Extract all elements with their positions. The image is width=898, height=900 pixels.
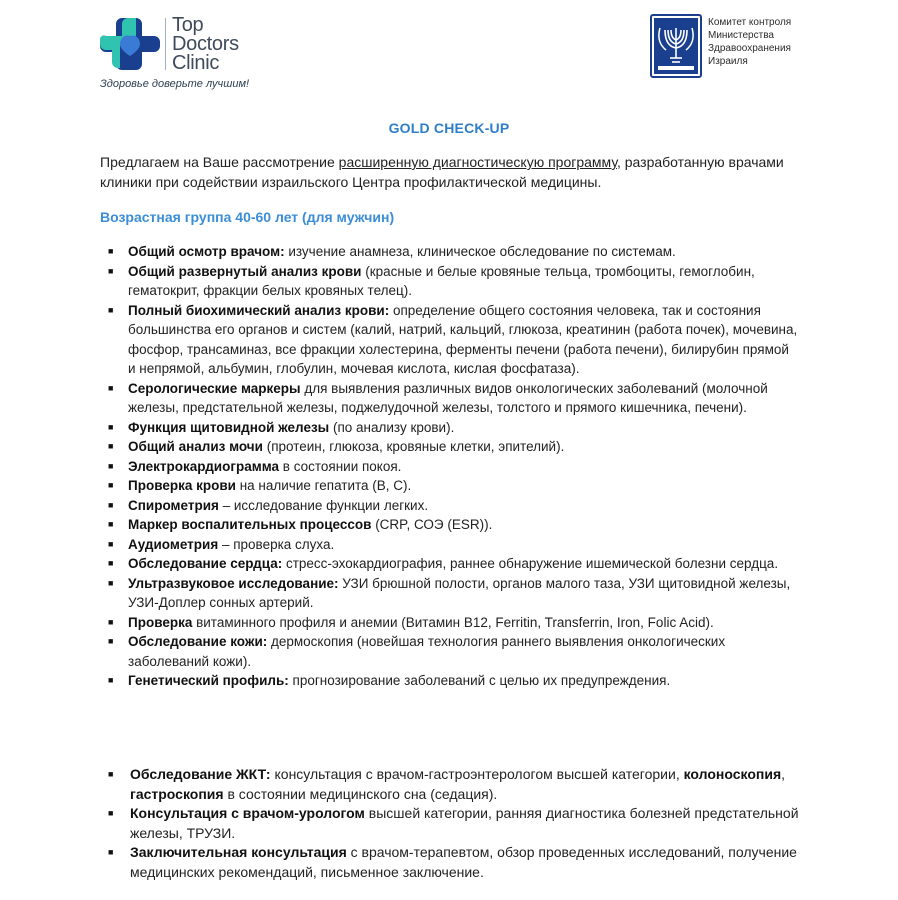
clinic-name-line-2: Doctors (172, 33, 239, 55)
clinic-tagline: Здоровье доверьте лучшим! (100, 78, 250, 90)
clinic-logo-icon (100, 14, 160, 74)
list-item (100, 843, 810, 882)
item-title: Проверка (128, 614, 193, 630)
checkup-items-list (100, 242, 800, 691)
list-item (100, 613, 800, 633)
item-desc: УЗИ брюшной полости, органов малого таза, УЗИ щитовидной железы, УЗИ-Доплер сонных артерий. (128, 575, 791, 610)
list-item (100, 804, 810, 843)
item-title: Общий осмотр врачом: (128, 244, 285, 259)
item-desc: (протеин, глюкоза, кровяные клетки, эпителий). (262, 439, 565, 454)
intro-text-2: , разработанную врачами клиники при содействии израильского Центра профилактической медицины. (100, 154, 784, 190)
list-item (100, 476, 800, 496)
item-desc: (по анализу крови). (329, 419, 455, 435)
item-desc: на наличие гепатита (В, С). (235, 478, 412, 493)
item-title: Генетический профиль: (128, 673, 289, 688)
ministry-line-3: Здравоохранения (708, 43, 791, 54)
item-desc: – исследование функции легких. (218, 497, 429, 513)
item-title: Ультразвуковое исследование: (128, 575, 339, 591)
list-item (100, 535, 800, 555)
list-item (100, 437, 800, 457)
clinic-name (172, 16, 239, 73)
clinic-name-line-1: Top (172, 14, 204, 36)
item-desc: с врачом-терапевтом, обзор проведенных исследований, получение медицинских рекомендаций, письменное заключение. (130, 844, 797, 880)
age-group-heading: Возрастная группа 40-60 лет (для мужчин) (100, 209, 395, 225)
list-item (100, 671, 800, 691)
item-desc-comma: , (781, 766, 786, 782)
item-title: Обследование кожи: (128, 634, 268, 649)
logo-divider (165, 18, 166, 70)
consultation-items-list (100, 765, 810, 882)
item-title: Аудиометрия (128, 536, 219, 552)
item-desc: консультация с врачом-гастроэнтерологом высшей категории, (270, 766, 684, 782)
item-desc: высшей категории, ранняя диагностика болезней предстательной железы, ТРУЗИ. (130, 805, 799, 841)
menorah-emblem-icon (650, 14, 702, 78)
ministry-block (650, 14, 890, 84)
document-title: GOLD CHECK-UP (388, 120, 510, 136)
item-title: Общий развернутый анализ крови (128, 263, 362, 279)
intro-text-1: Предлагаем на Ваше рассмотрение (100, 154, 339, 170)
list-item (100, 457, 800, 477)
item-desc: (красные и белые кровяные тельца, тромбоциты, гемоглобин, гематокрит, фракции белых кровяных телец). (128, 263, 755, 298)
item-desc: стресс-эхокардиография, раннее обнаружение ишемической болезни сердца. (282, 556, 779, 571)
intro-paragraph (100, 152, 800, 192)
item-title: Серологические маркеры (128, 380, 301, 396)
list-item (100, 765, 810, 804)
list-item (100, 379, 800, 418)
list-item (100, 418, 800, 438)
item-desc: для выявления различных видов онкологических заболеваний (молочной железы, предстательной железы, поджелудочной железы, толстого и прямого кишечника, печени). (128, 380, 768, 415)
list-item (100, 574, 800, 613)
item-desc: определение общего состояния человека, так и состояния большинства его органов и систем (калий, натрий, кальций, глюкоза, креатинин (работа почек), мочевина, фосфор, трансаминаз, все фракции холестерина, ферменты печени (работа печени), билирубин прямой и непрямой, альбумин, глобулин, мочевая кислота, кислая фосфатаза). (128, 302, 798, 376)
item-title: Электрокардиограмма (128, 458, 280, 474)
clinic-logo (100, 14, 300, 94)
ministry-line-4: Израиля (708, 56, 748, 67)
item-title: Обследование ЖКТ: (130, 766, 271, 782)
list-item (100, 301, 800, 379)
item-desc: – проверка слуха. (218, 536, 335, 552)
item-title-colonoscopy: колоноскопия (683, 766, 782, 782)
item-title: Консультация с врачом-урологом (130, 805, 365, 821)
item-desc: изучение анамнеза, клиническое обследование по системам. (284, 244, 676, 259)
ministry-caption (708, 16, 791, 68)
list-item (100, 554, 800, 574)
item-title: Спирометрия (128, 497, 219, 513)
item-title: Общий анализ мочи (128, 439, 263, 454)
ministry-line-1: Комитет контроля (708, 17, 792, 28)
item-title: Обследование сердца: (128, 556, 283, 571)
item-title: Функция щитовидной железы (128, 419, 330, 435)
item-desc: прогнозирование заболеваний с целью их предупреждения. (288, 673, 671, 688)
intro-program-link: расширенную диагностическую программу (338, 154, 617, 170)
list-item (100, 262, 800, 301)
list-item (100, 632, 800, 671)
list-item (100, 496, 800, 516)
item-title: Полный биохимический анализ крови: (128, 302, 390, 318)
item-desc-end: в состоянии медицинского сна (седация). (223, 785, 498, 802)
item-title: Проверка крови (128, 478, 236, 493)
item-desc: в состоянии покоя. (279, 458, 402, 474)
clinic-name-line-3: Clinic (172, 52, 220, 74)
item-title-gastroscopy: гастроскопия (130, 785, 224, 802)
item-desc: (CRP, СОЭ (ESR)). (371, 517, 493, 532)
item-title: Маркер воспалительных процессов (128, 517, 372, 532)
item-desc: витаминного профиля и анемии (Витамин B12, Ferritin, Transferrin, Iron, Folic Acid). (192, 614, 714, 630)
item-title: Заключительная консультация (130, 844, 347, 860)
list-item (100, 515, 800, 535)
ministry-line-2: Министерства (708, 30, 774, 41)
item-desc: дермоскопия (новейшая технология раннего выявления онкологических заболеваний кожи). (128, 634, 726, 669)
list-item (100, 242, 800, 262)
